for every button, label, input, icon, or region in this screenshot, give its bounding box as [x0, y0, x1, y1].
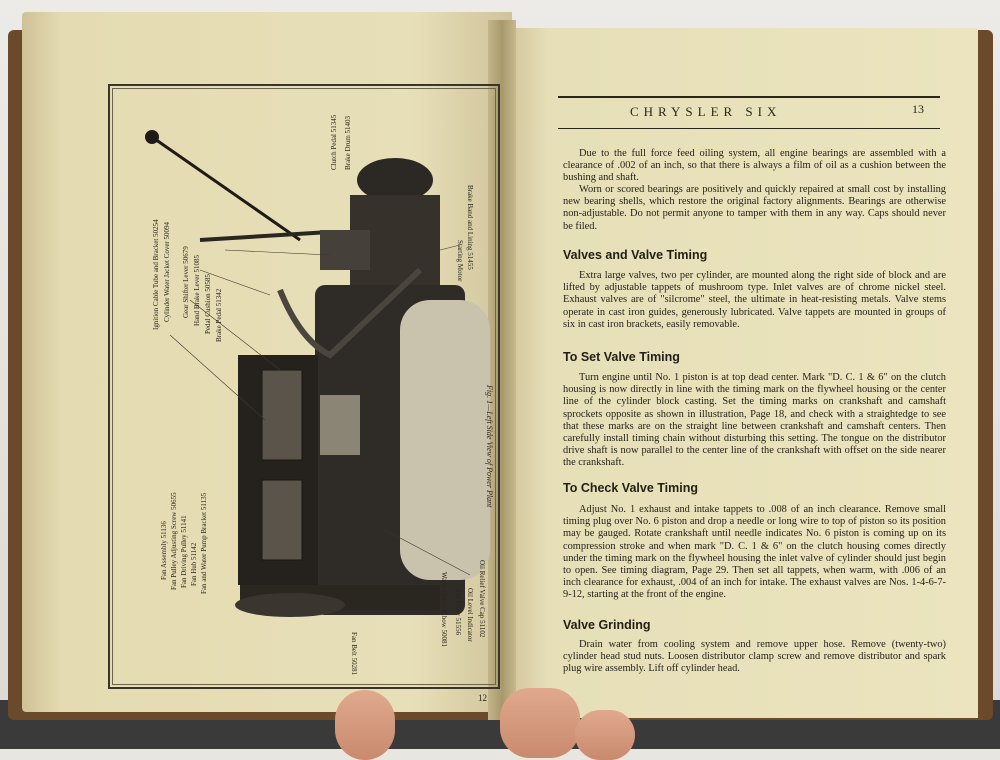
side-plate-lower [262, 480, 302, 560]
paragraph-check-timing [563, 504, 946, 602]
paragraph-bearings [563, 184, 946, 233]
label-brake-band: Brake Band and Lining 51455 [466, 185, 474, 270]
label-oil-level: Oil Level Indicator [466, 588, 474, 642]
paragraph-set-timing [563, 372, 946, 470]
paragraph-valves [563, 270, 946, 331]
heading-valves: Valves and Valve Timing [563, 248, 708, 262]
label-fan-assembly: Fan Assembly 51136 [160, 521, 168, 580]
label-ignition-cable: Ignition Cable Tube and Bracket 50254 [152, 219, 160, 330]
paragraph-valve-grinding [563, 639, 946, 676]
paragraph-text: Extra large valves, two per cylinder, are mounted along the right side of block and are lifted by adjustable tappets of mushroom type. Inlet valves are of chrome nickel steel. Exhaust valves are of "silcrome" steel, the ultimate in heat-resisting metals. Valve stems operate in cast iron guides, generously lubricated. Valve tappets are mounted in groups of six in cast iron brackets, easily removable. [563, 270, 946, 330]
paragraph-text: Turn engine until No. 1 piston is at top dead center. Mark "D. C. 1 & 6" on the clutch housing is now directly in line with the timing mark on the flywheel housing or the center line of the cylinder block casting. Set the timing marks on crankshaft and camshaft sprockets opposite as shown in illustration, Page 18, and check with a straightedge to see that these marks are on the straight line between crankshaft and camshaft centers. Then carefully install timing chain without disturbing this setting. The tongue on the distributor drive shaft is now parallel to the center line of the crankshaft with offset on the side nearer the crankshaft. [563, 372, 946, 469]
gear-shift-lever [152, 137, 300, 240]
label-fan-hub: Fan Hub 51142 [190, 542, 198, 586]
leader-line [225, 250, 330, 255]
label-fan-belt: Fan Belt 50281 [350, 632, 358, 676]
label-gear-shifter: Gear Shifter Lever 50679 [182, 246, 190, 318]
side-plate-upper [262, 370, 302, 460]
label-fan-driving-pulley: Fan Driving Pulley 51141 [180, 515, 188, 588]
label-hand-brake: Hand Brake Lever 51085 [193, 255, 201, 326]
right-thumb [500, 688, 580, 758]
label-starting-motor: Starting Motor [456, 240, 464, 282]
brake-lever [200, 232, 330, 240]
figure-caption: Fig. 1—Left Side View of Power Plant [485, 385, 494, 508]
paragraph-oiling [563, 148, 946, 185]
label-water-jacket: Cylinder Water Jacket Cover 50094 [163, 221, 171, 322]
label-brake-pedal: Brake Pedal 51342 [215, 288, 223, 342]
header-rule-top [558, 96, 940, 98]
paragraph-text: Due to the full force feed oiling system, all engine bearings are assembled with a clearance of .002 of an inch, so that there is always a film of oil as a cushion between the bushing and shaft. [563, 148, 946, 184]
paragraph-text: Adjust No. 1 exhaust and intake tappets to .008 of an inch clearance. Remove small timing plug over No. 6 piston and drop a needle or long wire to top of piston so its position may be gauged. Rotate crankshaft until needle indicates No. 6 piston is coming up on its compression stroke and when mark "D. C. 1 & 6" on the clutch housing comes directly under the timing mark on the flywheel housing the inlet valve of cylinder should just begin to open. See timing diagram, Page 29. Then set all tappets, when warm, with .006 of an inch clearance for exhaust, .004 of an inch for intake. The exhaust valves are Nos. 1-4-6-7-9-12, starting at the front of the engine. [563, 504, 946, 601]
left-thumb [335, 690, 395, 760]
heading-valve-grinding: Valve Grinding [563, 618, 651, 632]
label-brake-drum: Brake Drum 51403 [344, 115, 352, 170]
finger [575, 710, 635, 760]
starter-motor [320, 395, 360, 455]
label-pedal-cushion: Pedal Cushion 50585 [204, 274, 212, 334]
paragraph-text: Worn or scored bearings are positively and quickly repaired at small cost by installing new bearing shells, which restore the original factory alignments. Bearings are otherwise non-adjustable. Do not permit anyone to tamper with them in any way. Caps should never be filed. [563, 184, 946, 232]
paragraph-text: Drain water from cooling system and remove upper hose. Remove (twenty-two) cylinder head stud nuts. Loosen distributor clamp screw and remove distributor and spark plug wire assembly. Lift off cylinder head. [563, 639, 946, 675]
label-fan-pulley-screw: Fan Pulley Adjusting Screw 50655 [170, 492, 178, 590]
running-header: CHRYSLER SIX [630, 104, 782, 119]
oil-pan [400, 300, 490, 580]
fan-blades [235, 593, 345, 617]
pedal-bracket [320, 230, 370, 270]
gear-knob [145, 130, 159, 144]
page-number-right: 13 [912, 102, 924, 116]
label-water-outlet: Water Outlet Elbow 50081 [440, 572, 448, 648]
label-oil-filler: Oil Filler 51556 [454, 590, 462, 636]
page-number-left: 12 [478, 693, 487, 703]
label-clutch-pedal: Clutch Pedal 51345 [330, 114, 338, 170]
header-rule-bottom [558, 128, 940, 129]
heading-check-timing: To Check Valve Timing [563, 481, 698, 495]
label-fan-pump-bracket: Fan and Water Pump Bracket 51135 [200, 492, 208, 594]
heading-set-timing: To Set Valve Timing [563, 350, 680, 364]
label-oil-relief: Oil Relief Valve Cap 51102 [478, 560, 486, 638]
